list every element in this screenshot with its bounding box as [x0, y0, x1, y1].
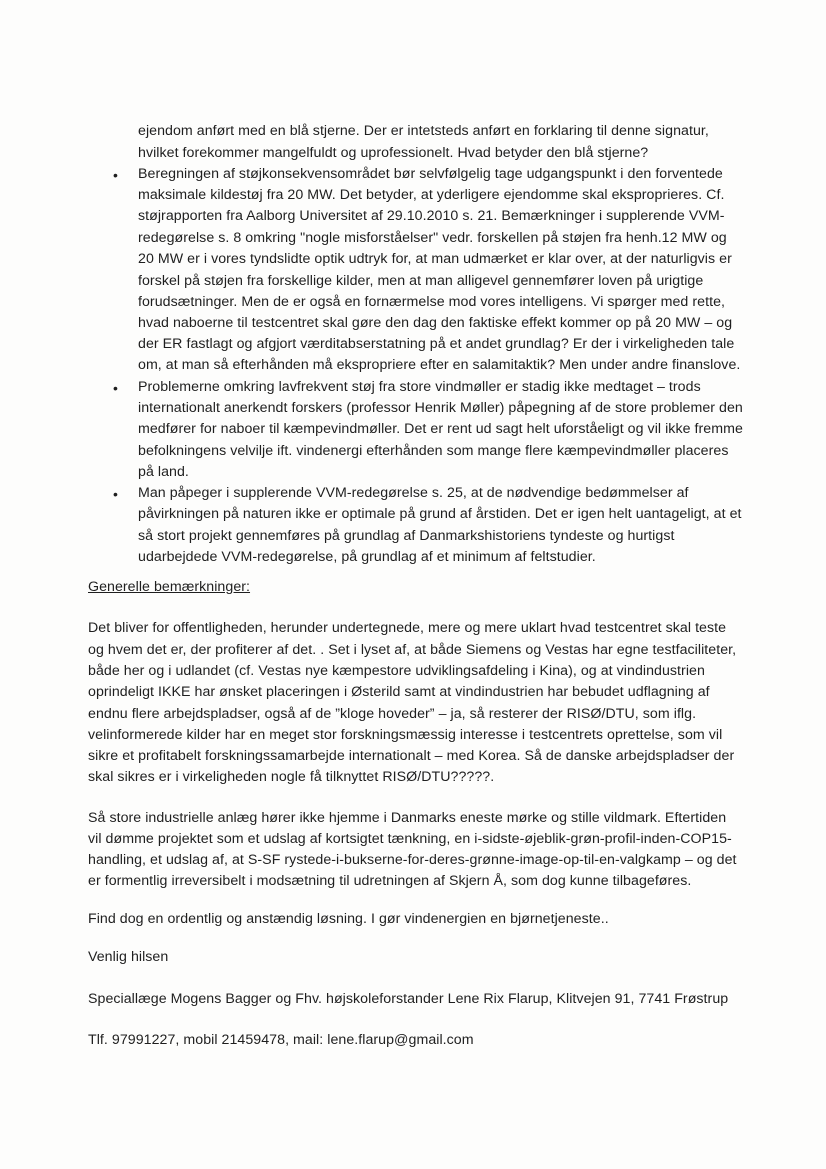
bullet-1-line-9: der ER fastlagt og afgjort værditabserstatning på et andet grundlag? Er der i virkeligheden tale — [138, 336, 735, 352]
paragraph-1-line-3: både her og i udlandet (cf. Vestas nye kæmpestore udviklingsafdeling i Kina), og at vindindustrien — [88, 663, 705, 679]
carryover-line-2: hvilket forekommer mangelfuldt og uprofessionelt. Hvad betyder den blå stjerne? — [138, 145, 649, 161]
closing-request: Find dog en ordentlig og anstændig løsning. I gør vindenergien en bjørnetjeneste.. — [88, 911, 609, 927]
signature: Speciallæge Mogens Bagger og Fhv. højskoleforstander Lene Rix Flarup, Klitvejen 91, 7741 Frøstrup — [88, 991, 729, 1007]
paragraph-1-line-2: og hvem det er, der profiterer af det. . Set i lyset af, at både Siemens og Vestas har egne testfaciliteter, — [88, 642, 737, 658]
bullet-1-line-2: maksimale kildestøj fra 20 MW. Det betyder, at yderligere ejendomme skal eksproprieres. Cf. — [138, 187, 725, 203]
bullet-3-line-2: påvirkningen på naturen ikke er optimale på grund af årstiden. Det er igen helt uantageligt, at et — [138, 506, 742, 522]
greeting: Venlig hilsen — [88, 949, 169, 965]
bullet-1-line-6: forskel på støjen fra forskellige kilder, men at man alligevel gennemfører loven på urigtige — [138, 273, 704, 289]
bullet-3-line-3: så stort projekt gennemføres på grundlag af Danmarkshistoriens tyndeste og hurtigst — [138, 528, 675, 544]
bullet-2-line-2: internationalt anerkendt forskers (professor Henrik Møller) påpegning af de store problemer den — [138, 400, 743, 416]
paragraph-2-line-3: handling, et udslag af, at S-SF rystede-i-bukserne-for-deres-grønne-image-op-til-en-valgkamp – og det — [88, 852, 737, 868]
bullet-2-line-5: på land. — [138, 464, 189, 480]
carryover-line-1: ejendom anført med en blå stjerne. Der er intetsteds anført en forklaring til denne signatur, — [138, 123, 709, 139]
bullet-1-line-4: redegørelse s. 8 omkring "nogle misforståelser" vedr. forskellen på støjen fra henh.12 MW og — [138, 230, 727, 246]
bullet-marker-3: • — [113, 486, 118, 502]
bullet-1-line-5: 20 MW er i vores tyndslidte optik udtryk for, at man udmærket er klar over, at der naturligvis er — [138, 251, 732, 267]
contact-info: Tlf. 97991227, mobil 21459478, mail: lene.flarup@gmail.com — [88, 1032, 474, 1048]
bullet-1-line-3: støjrapporten fra Aalborg Universitet af 29.10.2010 s. 21. Bemærkninger i supplerende VVM- — [138, 208, 725, 224]
paragraph-1-line-7: sikre et profitabelt forskningssamarbejde internationalt – med Korea. Så de danske arbejdspladser der — [88, 748, 735, 764]
bullet-marker-2: • — [113, 380, 118, 396]
paragraph-2-line-4: er formentlig irreversibelt i modsætning til udretningen af Skjern Å, som dog kunne tilbageføres. — [88, 873, 692, 889]
bullet-marker-1: • — [113, 167, 118, 183]
paragraph-1-line-6: velinformerede kilder har en meget stor forskningsmæssig interesse i testcentrets oprettelse, som vil — [88, 727, 723, 743]
bullet-3-line-1: Man påpeger i supplerende VVM-redegørelse s. 25, at de nødvendige bedømmelser af — [138, 485, 689, 501]
paragraph-1-line-1: Det bliver for offentligheden, herunder undertegnede, mere og mere uklart hvad testcentret skal teste — [88, 620, 727, 636]
bullet-1-line-8: hvad naboerne til testcentret skal gøre den dag den faktiske effekt kommer op på 20 MW – og — [138, 315, 733, 331]
bullet-2-line-3: medfører for naboer til kæmpevindmøller. Det er rent ud sagt helt uforståeligt og vil ikke fremme — [138, 421, 743, 437]
bullet-1-line-10: om, at man så efterhånden må ekspropriere efter en salamitaktik? Men under andre finanslove. — [138, 357, 741, 373]
bullet-2-line-4: befolkningens velvilje ift. vindenergi efterhånden som mange flere kæmpevindmøller placeres — [138, 443, 729, 459]
paragraph-1-line-5: endnu flere arbejdspladser, også af de ”kloge hoveder” – ja, så resterer der RISØ/DTU, som iflg. — [88, 706, 697, 722]
bullet-3-line-4: udarbejdede VVM-redegørelse, på grundlag af et minimum af feltstudier. — [138, 549, 596, 565]
section-heading: Generelle bemærkninger: — [88, 579, 251, 595]
bullet-1-line-1: Beregningen af støjkonsekvensområdet bør selvfølgelig tage udgangspunkt i den forventede — [138, 166, 723, 182]
paragraph-1-line-8: skal sikres er i virkeligheden nogle få tilknyttet RISØ/DTU?????. — [88, 769, 495, 785]
paragraph-2-line-1: Så store industrielle anlæg hører ikke hjemme i Danmarks eneste mørke og stille vildmark. Eftertiden — [88, 810, 727, 826]
paragraph-2-line-2: vil dømme projektet som et udslag af kortsigtet tænkning, en i-sidste-øjeblik-grøn-profil-inden-COP15- — [88, 831, 732, 847]
paragraph-1-line-4: oprindeligt IKKE har ønsket placeringen i Østerild samt at vindindustrien har bebudet udflagning af — [88, 684, 710, 700]
bullet-2-line-1: Problemerne omkring lavfrekvent støj fra store vindmøller er stadig ikke medtaget – trods — [138, 379, 701, 395]
bullet-1-line-7: forudsætninger. Men de er også en fornærmelse mod vores intelligens. Vi spørger med rette, — [138, 294, 725, 310]
